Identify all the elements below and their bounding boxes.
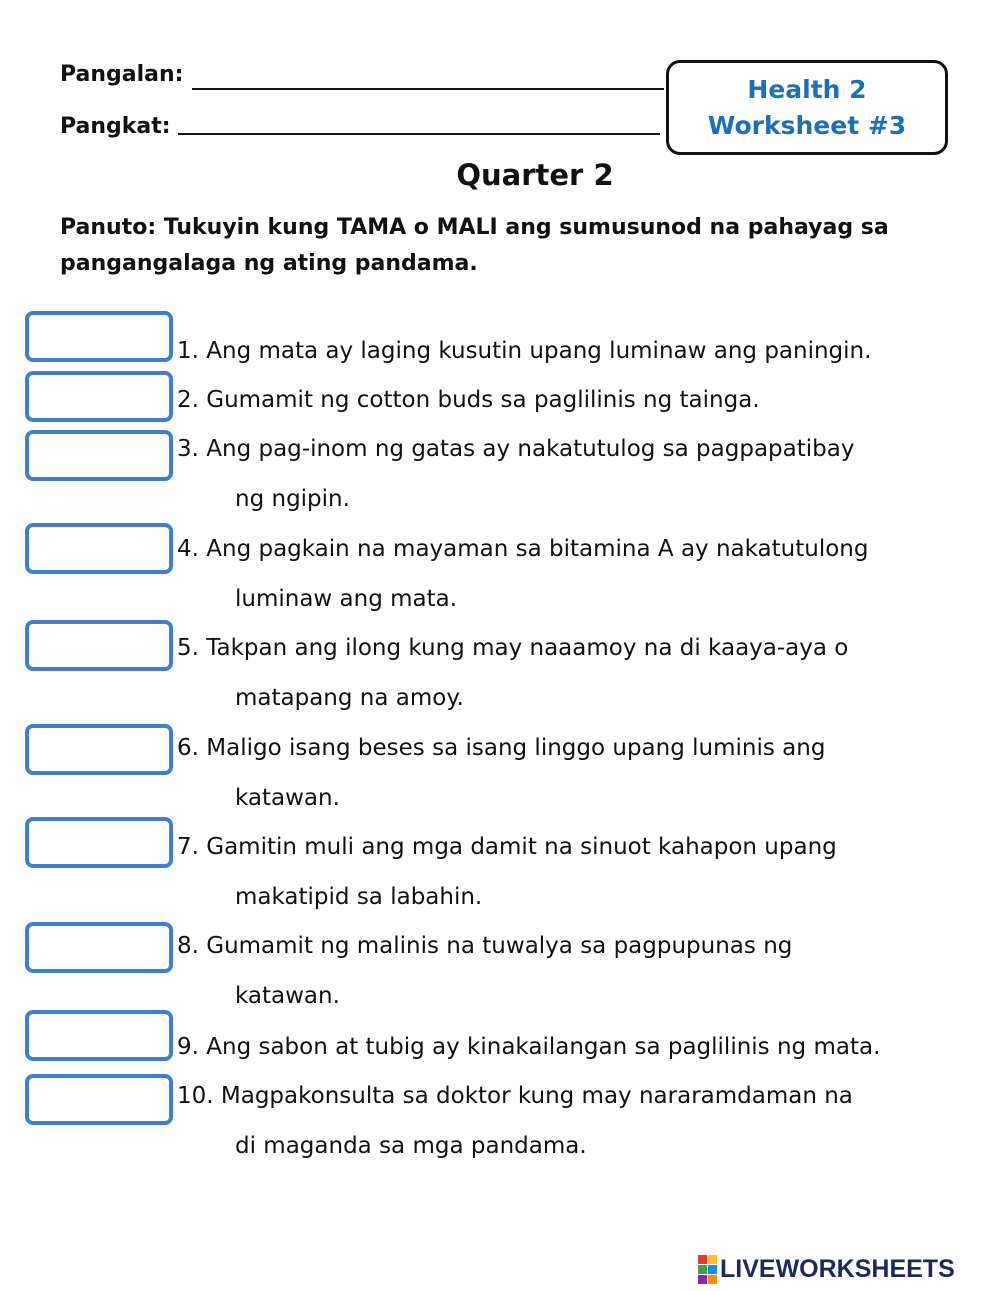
- question-8: [177, 921, 792, 1021]
- answer-box-8[interactable]: [25, 922, 173, 973]
- question-text: 1. Ang mata ay laging kusutin upang luminaw ang paningin.: [177, 338, 872, 364]
- section-label: Pangkat:: [60, 114, 171, 139]
- question-text-continued: katawan.: [235, 983, 340, 1009]
- section-line[interactable]: [178, 133, 660, 135]
- question-7: [177, 822, 837, 922]
- worksheet-number: Worksheet #3: [707, 110, 907, 140]
- question-text: 6. Maligo isang beses sa isang linggo upang luminis ang: [177, 735, 826, 761]
- logo-text: LIVEWORKSHEETS: [720, 1255, 955, 1283]
- question-10: [177, 1071, 853, 1171]
- logo-blocks-icon: [698, 1255, 717, 1284]
- question-text: 2. Gumamit ng cotton buds sa paglilinis ng tainga.: [177, 387, 760, 413]
- question-text: 7. Gamitin muli ang mga damit na sinuot kahapon upang: [177, 834, 837, 860]
- name-line[interactable]: [192, 88, 664, 90]
- subject-title: Health 2: [747, 74, 867, 104]
- question-text: 5. Takpan ang ilong kung may naaamoy na di kaaya-aya o: [177, 635, 849, 661]
- answer-box-1[interactable]: [25, 311, 173, 362]
- instructions: Panuto: Tukuyin kung TAMA o MALI ang sumusunod na pahayag sa pangangalaga ng ating pandama.: [60, 215, 889, 276]
- answer-box-7[interactable]: [25, 817, 173, 868]
- question-5: [177, 623, 848, 723]
- answer-box-5[interactable]: [25, 620, 173, 671]
- question-text-continued: luminaw ang mata.: [235, 586, 458, 612]
- question-text-continued: matapang na amoy.: [235, 685, 464, 711]
- question-2: [177, 375, 760, 425]
- question-text-continued: ng ngipin.: [235, 486, 350, 512]
- question-text: 10. Magpakonsulta sa doktor kung may nararamdaman na: [177, 1083, 853, 1109]
- question-1: [177, 326, 871, 376]
- question-text-continued: di maganda sa mga pandama.: [235, 1133, 587, 1159]
- answer-box-6[interactable]: [25, 724, 173, 775]
- question-3: [177, 424, 854, 524]
- answer-box-4[interactable]: [25, 523, 173, 574]
- name-label: Pangalan:: [60, 62, 184, 87]
- question-text: 3. Ang pag-inom ng gatas ay nakatutulog sa pagpapatibay: [177, 436, 855, 462]
- answer-box-3[interactable]: [25, 430, 173, 481]
- question-text: 4. Ang pagkain na mayaman sa bitamina A ay nakatutulong: [177, 536, 869, 562]
- quarter-heading: Quarter 2: [456, 158, 614, 192]
- question-text: 8. Gumamit ng malinis na tuwalya sa pagpupunas ng: [177, 933, 793, 959]
- liveworksheets-logo: [698, 1255, 955, 1284]
- worksheet-title-box: [666, 60, 948, 155]
- question-text-continued: katawan.: [235, 785, 340, 811]
- question-6: [177, 723, 825, 823]
- answer-box-10[interactable]: [25, 1074, 173, 1125]
- question-4: [177, 524, 868, 624]
- answer-box-9[interactable]: [25, 1010, 173, 1061]
- question-text: 9. Ang sabon at tubig ay kinakailangan sa paglilinis ng mata.: [177, 1034, 881, 1060]
- question-text-continued: makatipid sa labahin.: [235, 884, 483, 910]
- answer-box-2[interactable]: [25, 371, 173, 422]
- question-9: [177, 1022, 880, 1072]
